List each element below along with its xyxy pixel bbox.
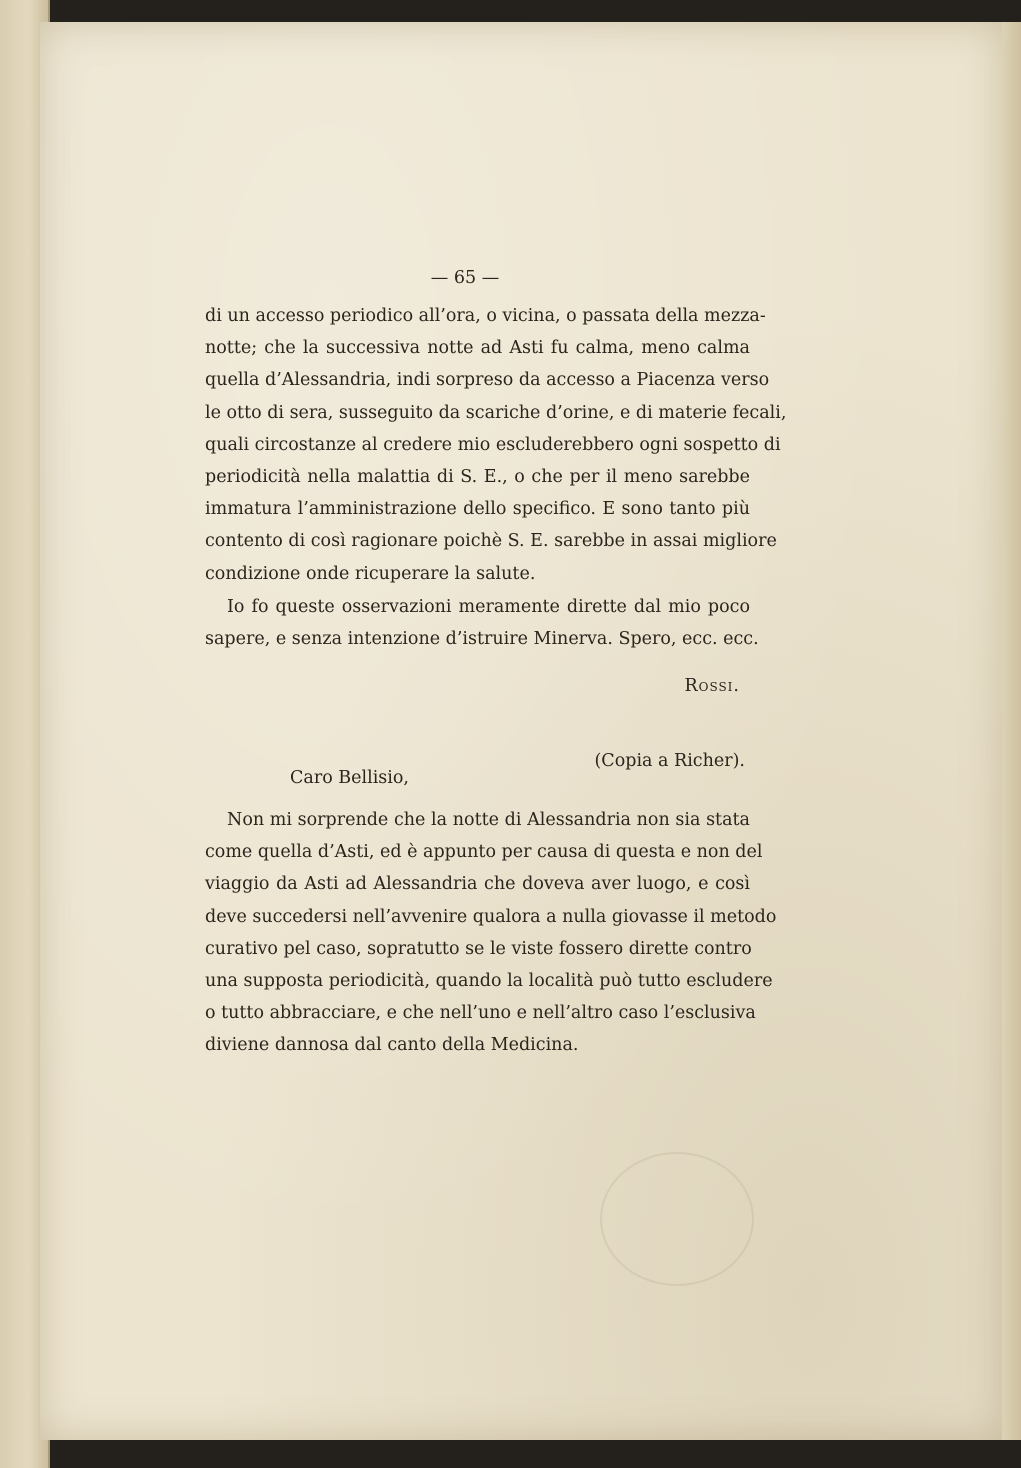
page-stack-edge xyxy=(1002,22,1021,1440)
text-line: immatura l’amministrazione dello specifico. E sono tanto più xyxy=(205,499,750,520)
text-line: sapere, e senza intenzione d’istruire Minerva. Spero, ecc. ecc. xyxy=(205,629,759,650)
text-line: condizione onde ricuperare la salute. xyxy=(205,563,536,584)
letter-1-paragraph-1 xyxy=(205,300,787,590)
text-line: curativo pel caso, sopratutto se le viste fossero dirette contro xyxy=(205,938,752,959)
text-line: deve succedersi nell’avvenire qualora a nulla giovasse il metodo xyxy=(205,906,777,927)
text-line: di un accesso periodico all’ora, o vicina, o passata della mezza- xyxy=(205,306,766,326)
page-number: — 65 — xyxy=(430,268,500,288)
copy-note: (Copia a Richer). xyxy=(594,751,745,771)
text-line: quella d’Alessandria, indi sorpreso da accesso a Piacenza verso xyxy=(205,370,770,391)
text-line: notte; che la successiva notte ad Asti fu calma, meno calma xyxy=(205,338,750,359)
text-line: quali circostanze al credere mio escluderebbero ogni sospetto di xyxy=(205,434,781,455)
text-line: o tutto abbracciare, e che nell’uno e nell’altro caso l’esclusiva xyxy=(205,1003,756,1024)
salutation: Caro Bellisio, xyxy=(290,768,409,788)
text-line: Non mi sorprende che la notte di Alessandria non sia stata xyxy=(227,810,750,830)
faint-library-stamp xyxy=(600,1152,754,1286)
text-line: le otto di sera, susseguito da scariche d’orine, e di materie fecali, xyxy=(205,402,787,423)
letter-2-paragraph-1 xyxy=(205,804,777,1062)
text-line: diviene dannosa dal canto della Medicina. xyxy=(205,1035,579,1056)
signature-rossi: Rossi. xyxy=(684,676,740,696)
text-line: periodicità nella malattia di S. E., o che per il meno sarebbe xyxy=(205,467,750,488)
text-line: una supposta periodicità, quando la località può tutto escludere xyxy=(205,971,773,992)
letter-1-paragraph-2 xyxy=(205,591,759,655)
book-page xyxy=(40,22,1002,1440)
text-line: viaggio da Asti ad Alessandria che doveva aver luogo, e così xyxy=(205,874,750,895)
text-line: Io fo queste osservazioni meramente dirette dal mio poco xyxy=(227,597,750,617)
text-line: contento di così ragionare poichè S. E. sarebbe in assai migliore xyxy=(205,531,777,552)
text-line: come quella d’Asti, ed è appunto per causa di questa e non del xyxy=(205,842,763,863)
